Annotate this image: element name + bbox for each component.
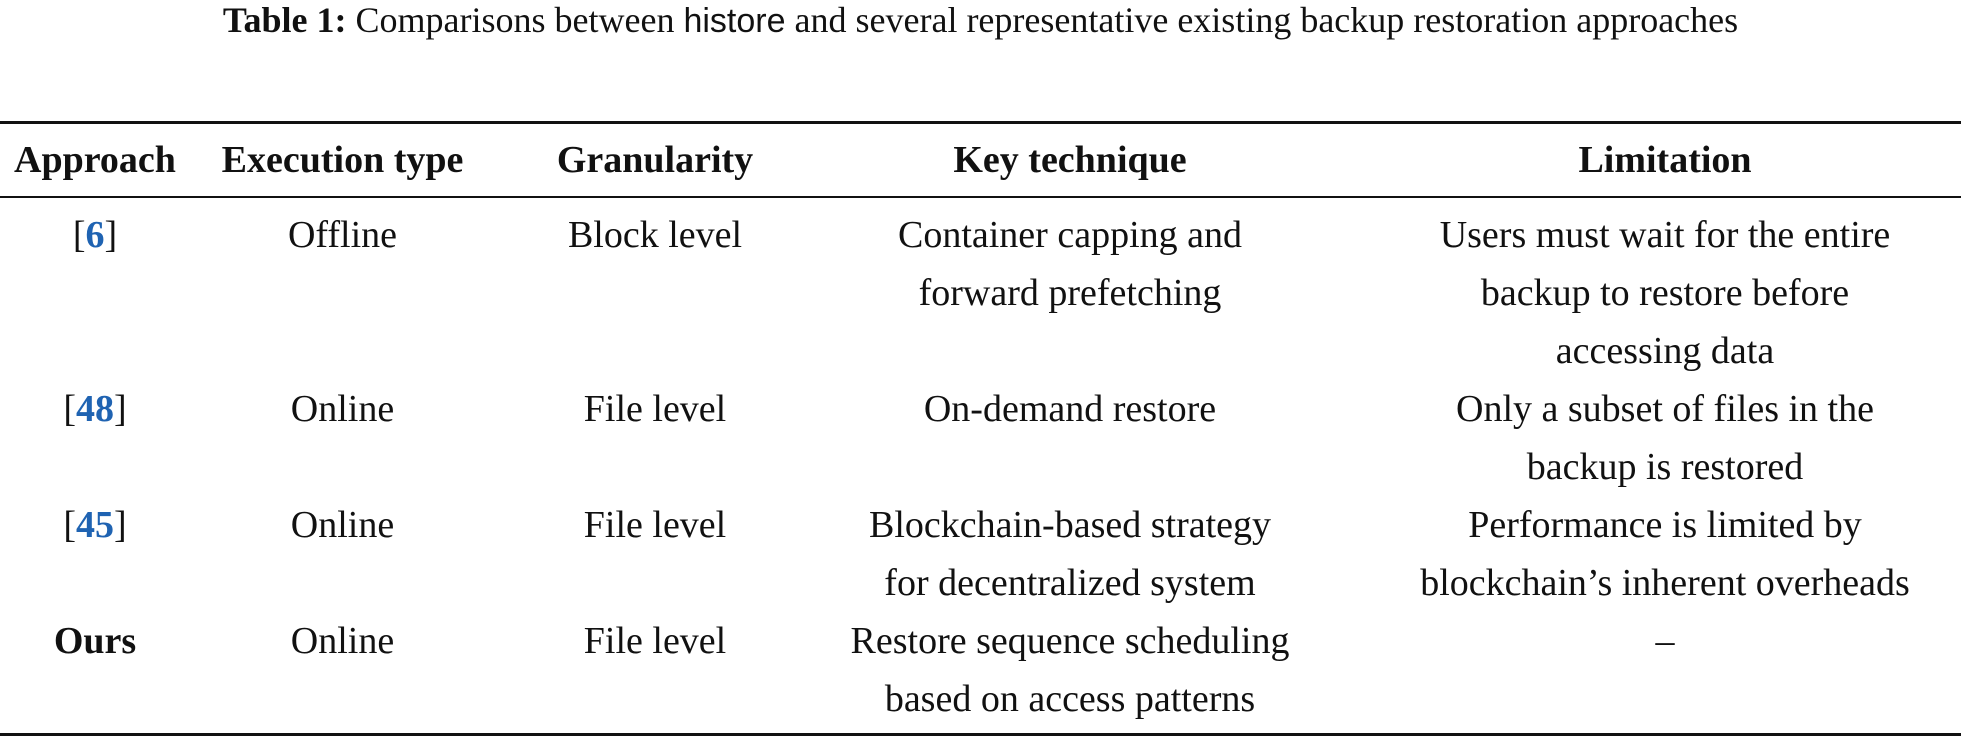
granularity-cell: File level — [583, 504, 727, 546]
key-technique-cell: On-demand restore — [923, 388, 1217, 430]
limitation-cell: Users must wait for the entire backup to restore before accessing data — [1439, 214, 1891, 372]
caption-text-before: Comparisons between — [355, 0, 675, 40]
header-key-technique: Key technique — [953, 139, 1187, 181]
key-technique-cell: Container capping and forward prefetching — [897, 214, 1242, 314]
approach-cell: [48] — [63, 388, 127, 430]
reference-link[interactable]: 48 — [76, 388, 114, 430]
table-row — [0, 206, 1961, 380]
table-header-rule — [0, 196, 1961, 198]
reference-link[interactable]: 6 — [85, 214, 105, 256]
approach-cell: [6] — [72, 214, 118, 256]
limitation-cell: Performance is limited by blockchain’s inherent overheads — [1420, 504, 1910, 604]
execution-type-cell: Offline — [287, 214, 398, 256]
header-approach: Approach — [14, 139, 176, 181]
table-header-row — [0, 124, 1961, 196]
key-technique-cell: Blockchain-based strategy for decentralized system — [868, 504, 1272, 604]
limitation-cell: – — [1655, 620, 1675, 662]
granularity-cell: Block level — [567, 214, 743, 256]
header-limitation: Limitation — [1578, 139, 1752, 181]
limitation-cell: Only a subset of files in the backup is restored — [1456, 388, 1874, 488]
header-execution-type: Execution type — [221, 139, 464, 181]
reference-link[interactable]: 45 — [76, 504, 114, 546]
table-row — [0, 612, 1961, 728]
approach-cell: Ours — [53, 620, 137, 662]
header-granularity: Granularity — [556, 139, 754, 181]
approach-cell: [45] — [63, 504, 127, 546]
execution-type-cell: Online — [290, 388, 395, 430]
granularity-cell: File level — [583, 620, 727, 662]
caption-text-after: and several representative existing backup restoration approaches — [794, 0, 1739, 40]
table-bottom-rule — [0, 733, 1961, 736]
execution-type-cell: Online — [290, 620, 395, 662]
table-caption — [0, 0, 1961, 44]
granularity-cell: File level — [583, 388, 727, 430]
caption-label: Table 1: — [222, 0, 347, 40]
key-technique-cell: Restore sequence scheduling based on access patterns — [850, 620, 1290, 720]
table-row — [0, 380, 1961, 496]
caption-system-name: histore — [683, 2, 786, 40]
execution-type-cell: Online — [290, 504, 395, 546]
table-row — [0, 496, 1961, 612]
